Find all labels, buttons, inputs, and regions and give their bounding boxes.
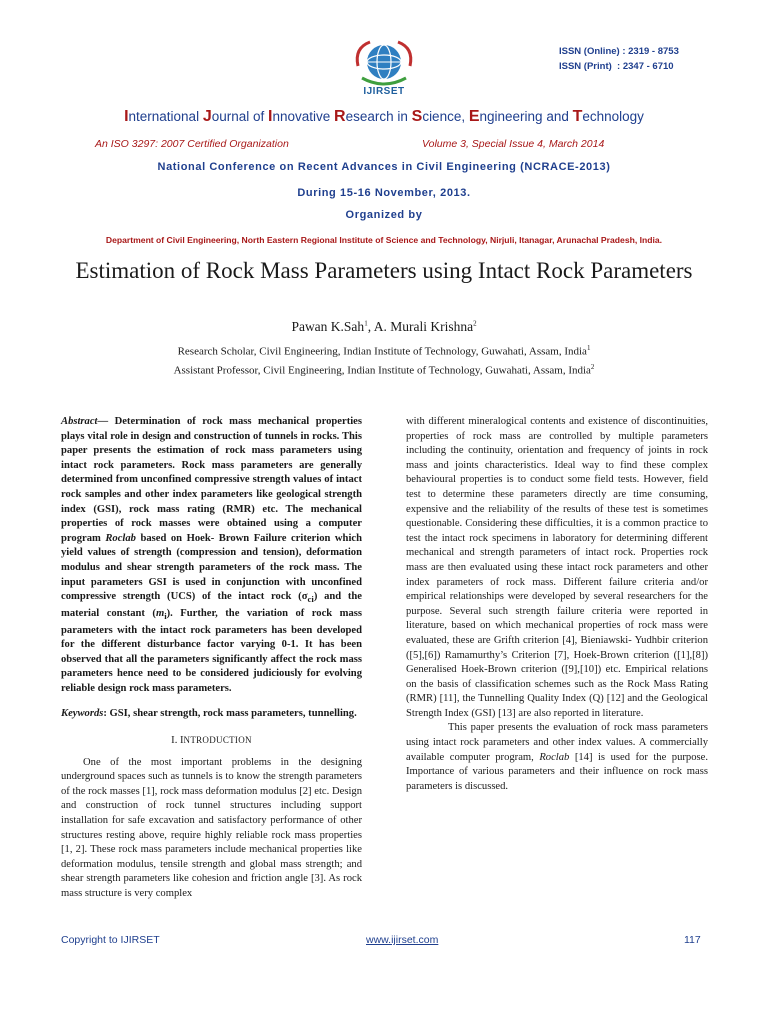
abstract-roclab: Roclab xyxy=(105,532,136,544)
journal-title-initial: I xyxy=(124,108,129,125)
organizing-department: Department of Civil Engineering, North Eastern Regional Institute of Science and Technology, Nirjuli, Itanagar, Arunachal Pradesh, India. xyxy=(105,235,663,245)
abstract-text: — Determination of rock mass mechanical properties plays vital role in design and construction of tunnels in rocks. This paper presents the estimation of rock mass parameters using intact rock parameters. Rock mass parameters are generally determined from unconfined compressive strength values of intact rock samples and other index parameters like geological strength index (GSI), rock mass rating (RMR) etc. The mechanical properties of rock masses were obtained using a computer program xyxy=(61,416,362,544)
m-subscript: i xyxy=(164,610,167,621)
journal-title xyxy=(0,108,768,126)
conference-dates: During 15-16 November, 2013. xyxy=(297,187,471,199)
intro-paragraph-2: with different mineralogical contents and existence of discontinuities, properties of rock mass are controlled by multiple parameters including the continuity, orientation and frequency of joints in rock mass and joints characteristics. Ideal way to find these complex behavioural properties is to conduct some field tests. However, field test to determine these parameters directly are time consuming, expensive and the reliability of the results of these test is sometimes questionable. Considering these difficulties, it is a common practice to test the intact rock specimens in laboratory for determining different mechanical and strength parameters of intact rock. Properties rock mass are then evaluated using these intact rock parameters and other index parameters of rock mass. Different failure criteria and/or empirical relationships were developed by several researchers for the purpose. Several such strength failure criteria were reported in literature, based on which mechanical properties of rock mass were evaluated, these are Grifth criterion [4], Bieniawski- Yudhbir criterion ([5],[6]) Ramamurthy’s Criterion [7], Hoek-Brown criterion ([1],[8]) Generalised Hoek-Brown criterion ([9],[10]) etc. Empirical relations on the basis of classification schemes such as the Rock Mass Rating (RMR) [11], the Tunnelling Quality Index (Q) [12] and the Geological Strength Index (GSI) [13] are also reported in literature. xyxy=(406,416,708,719)
intro-paragraph-3-text: This paper presents the evaluation of rock mass parameters using intact rock parameters and other index values. A commercially available computer program, xyxy=(406,722,708,763)
journal-title-word: ngineering and xyxy=(479,109,573,124)
journal-title-initial: S xyxy=(411,108,423,125)
journal-title-initial: R xyxy=(334,108,346,125)
abstract-text-2: based on Hoek- Brown Failure criterion which yield values of strength (compression and tension), deformation modulus and shear strength parameters of the rock mass. The input parameters GSI is used in conjunction with unconfined compressive strength (UCS) of the intact rock ( xyxy=(61,532,362,603)
section-title-initial: I xyxy=(180,735,184,747)
journal-title-word: cience, xyxy=(422,109,469,124)
journal-title-word: echnology xyxy=(582,109,644,124)
journal-title-initial: I xyxy=(268,108,273,125)
affiliation-1 xyxy=(0,344,768,358)
author-1-sup: 1 xyxy=(364,319,368,328)
issn-print: ISSN (Print) : 2347 - 6710 xyxy=(559,61,674,72)
journal-title-initial: T xyxy=(572,108,583,125)
issn-online: ISSN (Online) : 2319 - 8753 xyxy=(559,46,679,57)
roclab-program-name: Roclab xyxy=(539,751,570,763)
intro-paragraph-1: One of the most important problems in the designing underground spaces such as tunnels is to know the strength parameters of the rock masses [1], rock mass deformation modulus [2] etc. Design and construction of rock tunnel structures including support installation for safe excavation and satisfactory performance of other structures resting above, require highly reliable rock mass properties [1, 2]. These rock mass parameters include mechanical properties like deformation modulus, tensile strength and global mass strength; and shear strength parameters like cohesion and friction angle [3]. As rock mass structure is very complex xyxy=(61,756,362,900)
author-2-sup: 2 xyxy=(473,319,477,328)
intro-paragraph-3-rest: [14] is used for the purpose. Importance of various parameters and their influence on rock mass parameters is discussed. xyxy=(406,751,708,792)
affiliation-2-sup: 2 xyxy=(590,363,595,371)
section-heading-introduction xyxy=(61,733,362,749)
section-title-rest: NTRODUCTION xyxy=(183,735,252,746)
journal-title-word: esearch in xyxy=(345,109,412,124)
sigma-symbol: σ xyxy=(301,591,308,603)
organized-by: Organized by xyxy=(345,209,423,221)
sigma-subscript: ci xyxy=(307,594,314,605)
footer-page-number: 117 xyxy=(684,934,701,946)
volume-info: Volume 3, Special Issue 4, March 2014 xyxy=(422,138,605,150)
abstract-label: Abstract xyxy=(61,416,98,427)
journal-title-word: nnovative xyxy=(272,109,335,124)
left-column xyxy=(61,415,362,902)
abstract xyxy=(61,415,362,697)
authors xyxy=(0,319,768,335)
footer-website-link[interactable]: www.ijirset.com xyxy=(366,934,439,946)
intro-paragraph-3 xyxy=(406,721,708,794)
footer-copyright: Copyright to IJIRSET xyxy=(61,934,160,946)
author-separator: , xyxy=(367,319,374,334)
keywords-text: : GSI, shear strength, rock mass parameters, tunnelling. xyxy=(103,707,357,719)
affiliation-1-sup: 1 xyxy=(586,344,591,352)
journal-title-initial: E xyxy=(468,108,480,125)
affiliation-2 xyxy=(0,363,768,377)
affiliation-1-text: Research Scholar, Civil Engineering, Indian Institute of Technology, Guwahati, Assam, India xyxy=(177,345,587,358)
keywords xyxy=(61,707,362,722)
paper-title: Estimation of Rock Mass Parameters using Intact Rock Parameters xyxy=(75,258,693,283)
abstract-text-4: ). Further, the variation of rock mass parameters with the intact rock parameters has been developed for the different disturbance factor varying 0-1. It has been observed that all the parameters significantly affect the rock mass parameters hence need to be considered judiciously for evolving reliable design rock mass parameters. xyxy=(61,607,362,694)
journal-title-word: nternational xyxy=(128,109,203,124)
journal-title-word: ournal of xyxy=(211,109,269,124)
section-number: I. xyxy=(171,735,180,747)
journal-title-initial: J xyxy=(202,108,212,125)
conference-name: National Conference on Recent Advances in Civil Engineering (NCRACE-2013) xyxy=(157,161,611,173)
logo-text: IJIRSET xyxy=(363,86,405,97)
m-symbol: m xyxy=(155,607,165,619)
right-column xyxy=(406,415,708,794)
keywords-label: Keywords xyxy=(61,707,104,719)
author-1: Pawan K.Sah xyxy=(291,319,365,334)
affiliation-2-text: Assistant Professor, Civil Engineering, Indian Institute of Technology, Guwahati, Assam, India xyxy=(173,364,591,377)
abstract-text-3: ) and the material constant ( xyxy=(61,591,363,619)
author-2: A. Murali Krishna xyxy=(373,319,474,334)
iso-certification: An ISO 3297: 2007 Certified Organization xyxy=(95,138,289,150)
